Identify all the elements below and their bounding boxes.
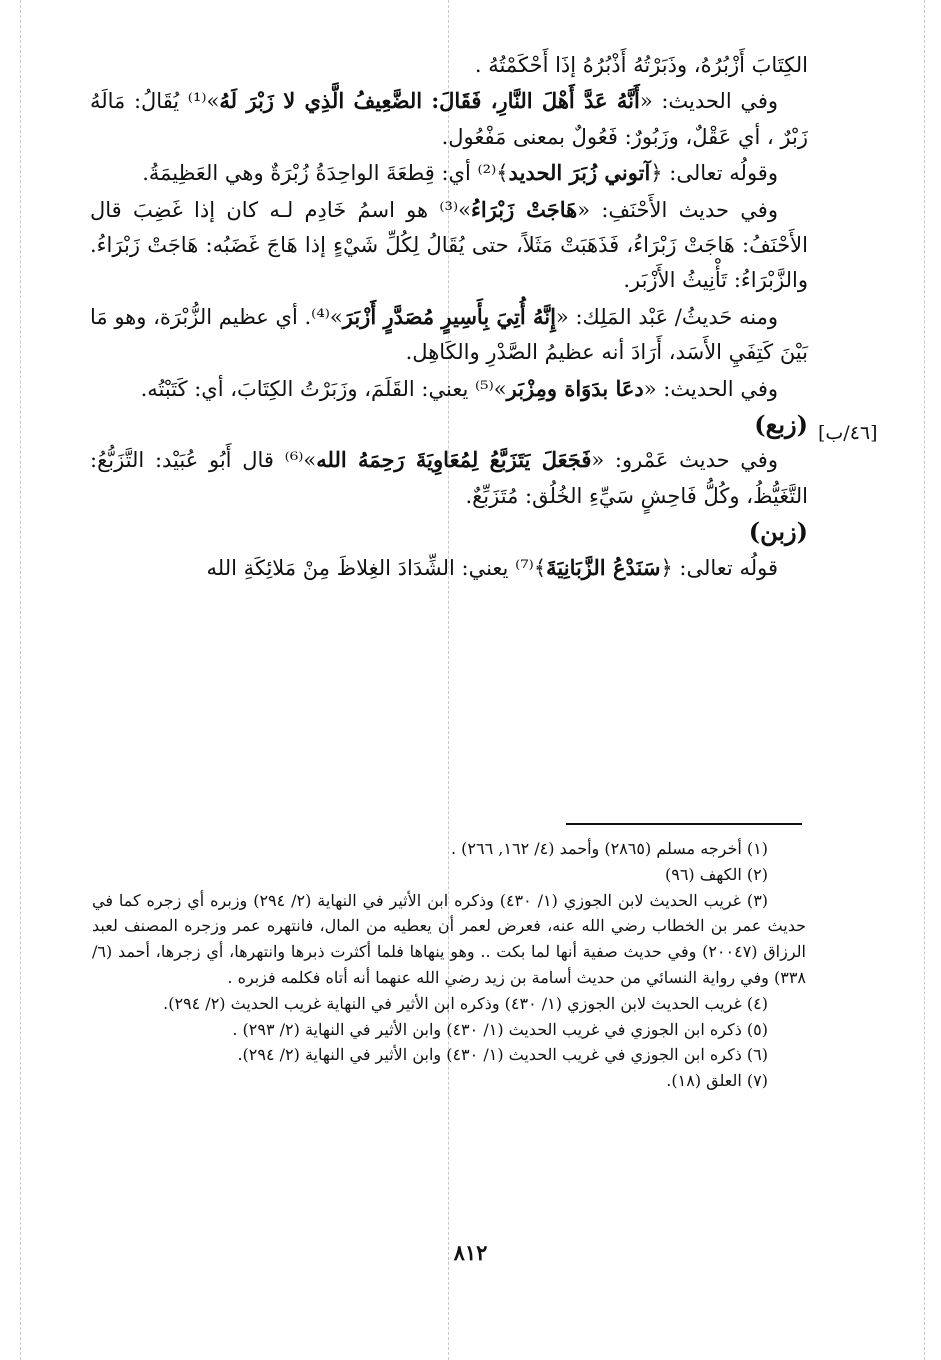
footnote: (٧) العلق (١٨). [666,1071,768,1091]
footnotes [92,836,806,1094]
hadith-quote: إِنَّهُ أُتِيَ بِأَسِيرٍ مُصَدَّرٍ أَزْبَرَ [342,303,556,329]
paragraph-mizbar: وفي الحديث: «دعَا بدَوَاة ومِزْبَر»⁽⁵⁾ يعني: القَلَمَ، وزَبَرْتُ الكِتَابَ، أي: كَتَبْتُه. [140,375,778,401]
hadith-quote: فَجَعَلَ يَتَزَبَّعُ لِمُعَاوِيَةَ رَحِمَهُ الله [316,447,592,473]
footnote: (٦) ذكره ابن الجوزي في غريب الحديث (١/ ٤٣٠) وابن الأثير في النهاية (٢/ ٢٩٤). [237,1045,768,1065]
root-heading-zbc: (زبع) [754,410,808,440]
root-heading-zbn: (زبن) [748,517,808,547]
paragraph-abdulmalik: ومنه حَديثُ/ عَبْد المَلِك: «إِنَّهُ أُتِيَ بِأَسِيرٍ مُصَدَّرٍ أَزْبَرَ»⁽⁴⁾. أي عظيم الزُّبْرَة، وهو مَا بَيْنَ كَتِفَيِ الأَسَد، أَرَادَ أنه عظيمُ الصَّدْرِ والكَاهِل. [90,303,808,365]
paragraph-hadith-zabr: وفي الحديث: «أَنَّهُ عَدَّ أَهْلَ النَّارِ، فَقَالَ: الضَّعِيفُ الَّذِي لا زَبْرَ لَهُ»⁽¹⁾ يُقَالُ: مَالَهُ زَبْرٌ ، أي عَقْلٌ، وزَبُورٌ: فَعُولٌ بمعنى مَفْعُول. [90,88,808,149]
hadith-quote: أَنَّهُ عَدَّ أَهْلَ النَّارِ، فَقَالَ: الضَّعِيفُ الَّذِي لا زَبْرَ لَهُ [219,88,640,114]
paragraph-quran-zubar: وقولُه تعالى: ﴿آتوني زُبَرَ الحديد﴾⁽²⁾ أي: قِطعَةَ الواحِدَةُ زُبْرَةٌ وهي العَظِيمَةُ. [142,160,778,186]
page-number: ٨١٢ [453,1240,488,1265]
footnote: (٥) ذكره ابن الجوزي في غريب الحديث (١/ ٤٣٠) وابن الأثير في النهاية (٢/ ٢٩٣) . [232,1019,768,1039]
paragraph-amr: وفي حديث عَمْرو: «فَجَعَلَ يَتَزَبَّعُ لِمُعَاوِيَةَ رَحِمَهُ الله»⁽⁶⁾ قال أَبُو عُبَيْد: التَّزَبُّعُ: التَّغَيُّظُ، وكُلُّ فَاحِشٍ سَيِّءِ الخُلُق: مُتَزَبِّعٌ. [90,447,808,508]
main-text [90,48,808,586]
scan-edge-line [20,0,21,1360]
hadith-quote: هَاجَتْ زَبْرَاءُ [470,196,578,222]
footnote: (٣) غريب الحديث لابن الجوزي (١/ ٤٣٠) وذكره ابن الأثير في النهاية (٢/ ٢٩٤) وزبره أي زجره كما في حديث عمر بن الخطاب رضي الله عنه، فعرض لعمر أن يعطيه من المال، فانتهره عمر وزجره المصنف لعبد الرزاق (٢٠٠٤٧) وفي حديث صفية أنها لما بكت .. وهو ينهاها فلما أكثرت ذبرها وانتهرها، أي زجرها، أحمد (٦/ ٣٣٨) وفي رواية النسائي من حديث أسامة بن زيد رضي الله عنهما أنه أتاه فكلمه فزبره . [92,890,807,987]
paragraph-ahnaf: وفي حديث الأَحْنَفِ: «هَاجَتْ زَبْرَاءُ»⁽³⁾ هو اسمُ خَادِم لـه كان إذا غَضِبَ قال الأَحْنَفُ: هَاجَتْ زَبْرَاءُ، فَذَهَبَتْ مَثَلاً، حتى يُقَالُ لِكُلِّ شَيْءٍ إذا هَاجَ غَضَبُه: هَاجَتْ زَبْرَاءُ. والزَّبْرَاءُ: تَأْنِيثُ الأَزْبَر. [90,196,808,293]
footnote-separator [566,823,802,825]
footnote: (١) أخرجه مسلم (٢٨٦٥) وأحمد (٤/ ١٦٢, ٢٦٦) . [451,839,768,858]
manuscript-folio-reference: [٤٦/ب] [818,422,878,444]
footnote: (٢) الكهف (٩٦) [664,864,768,884]
quran-quote: آتوني زُبَرَ الحديد [508,160,651,186]
footnote: (٤) غريب الحديث لابن الجوزي (١/ ٤٣٠) وذكره ابن الأثير في النهاية غريب الحديث (٢/ ٢٩٤). [163,993,768,1013]
scan-edge-line [924,0,925,1360]
paragraph-zabaniya: قولُه تعالى: ﴿سَنَدْعُ الزَّبَانِيَةَ﴾⁽⁷⁾ يعني: الشِّدَادَ الغِلاظَ مِنْ مَلائِكَةِ الله [206,554,778,580]
quran-quote: سَنَدْعُ الزَّبَانِيَةَ [546,554,661,580]
hadith-quote: دعَا بدَوَاة ومِزْبَر [506,375,644,401]
text-line-intro: الكِتَابَ أَزْبُرُهُ، وذَبَرْتُهُ أَذْبُرُهُ إذَا أَحْكَمْتُهُ . [474,53,808,77]
